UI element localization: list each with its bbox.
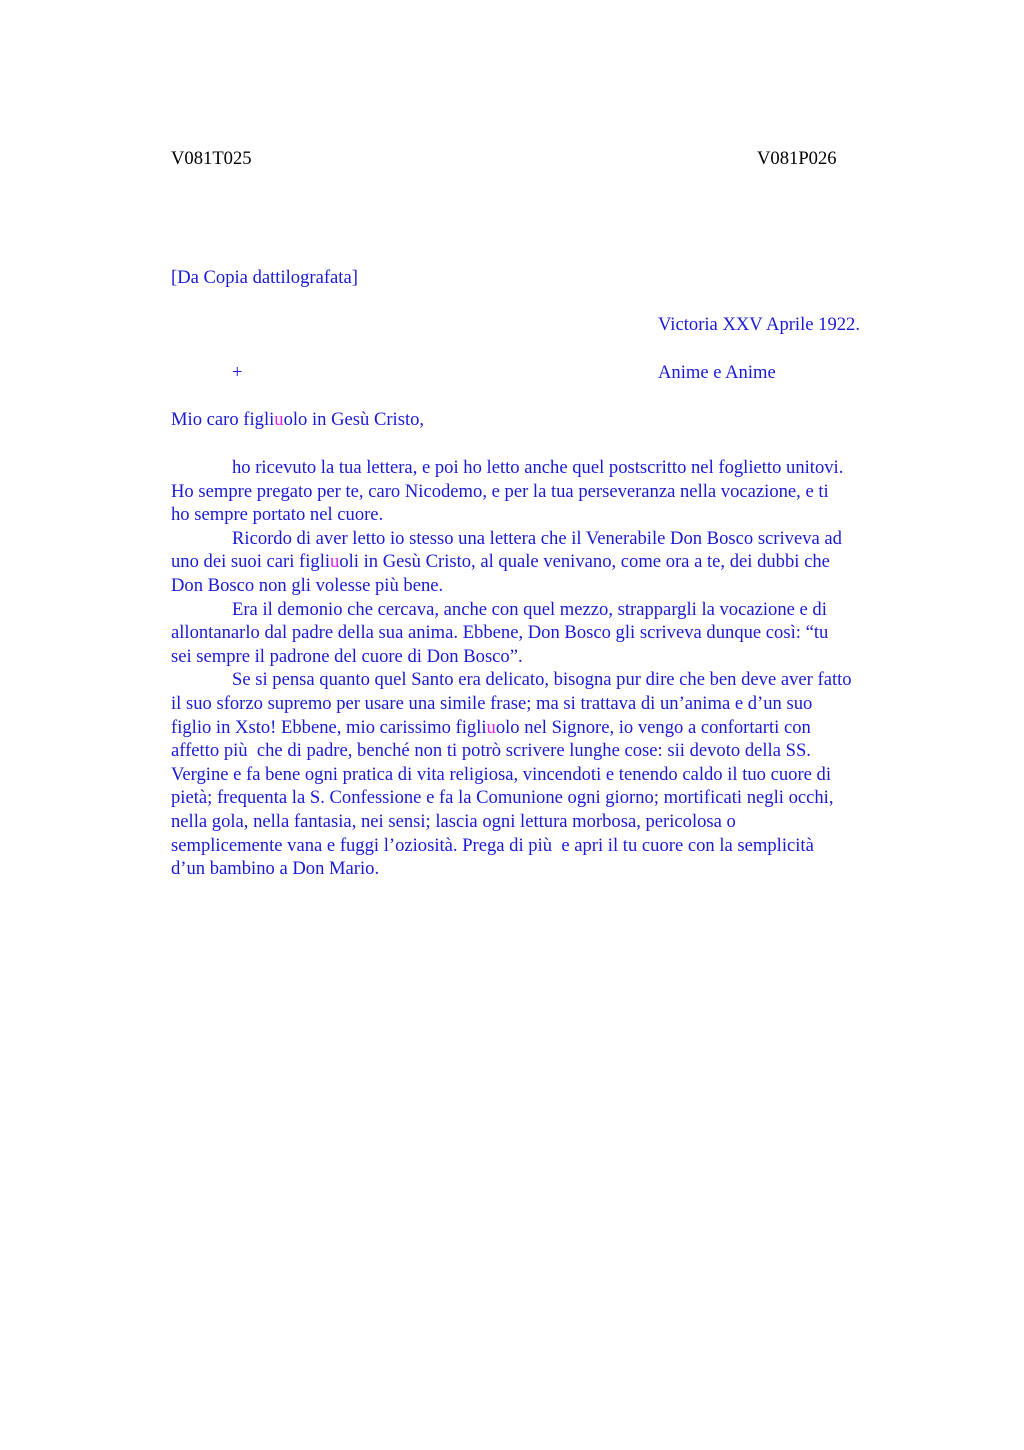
- dateline: Victoria XXV Aprile 1922.: [658, 314, 861, 335]
- body-line: allontanarlo dal padre della sua anima. Ebbene, Don Bosco gli scriveva dunque così: “tu: [171, 622, 829, 644]
- body-line: affetto più che di padre, benché non ti potrò scrivere lunghe cose: sii devoto della SS.: [171, 740, 811, 762]
- source-note: [Da Copia dattilografata]: [171, 267, 358, 288]
- body-line: Don Bosco non gli volesse più bene.: [171, 574, 444, 596]
- body-line: Ho sempre pregato per te, caro Nicodemo, e per la tua perseveranza nella vocazione, e ti: [171, 480, 829, 502]
- letter-body: [171, 456, 931, 881]
- body-line: Vergine e fa bene ogni pratica di vita religiosa, vincendoti e tenendo caldo il tuo cuore di: [171, 763, 832, 785]
- body-line: [171, 716, 931, 740]
- body-line: ho ricevuto la tua lettera, e poi ho letto anche quel postscritto nel foglietto unitovi.: [232, 457, 844, 478]
- highlighted-letter: u: [274, 409, 284, 430]
- body-line: [171, 550, 931, 574]
- highlighted-letter: u: [330, 551, 340, 573]
- body-line-part: olo nel Signore, io vengo a confortarti con: [495, 716, 811, 738]
- cross-mark: +: [232, 362, 243, 383]
- salutation-part: Mio caro figli: [171, 409, 275, 430]
- body-line: Ricordo di aver letto io stesso una lettera che il Venerabile Don Bosco scriveva ad: [232, 527, 842, 549]
- body-line: pietà; frequenta la S. Confessione e fa la Comunione ogni giorno; mortificati negli occhi,: [171, 787, 834, 809]
- body-line-part: figlio in Xsto! Ebbene, mio carissimo figli: [171, 716, 487, 738]
- body-line: il suo sforzo supremo per usare una simile frase; ma si trattava di un’anima e d’un suo: [171, 692, 813, 714]
- body-line: nella gola, nella fantasia, nei sensi; lascia ogni lettura morbosa, pericolosa o: [171, 810, 736, 832]
- body-line: Se si pensa quanto quel Santo era delicato, bisogna pur dire che ben deve aver fatto: [232, 669, 852, 691]
- body-line: semplicemente vana e fuggi l’oziosità. Prega di più e apri il tu cuore con la semplicità: [171, 834, 814, 856]
- highlighted-letter: u: [486, 716, 496, 738]
- body-line: Era il demonio che cercava, anche con quel mezzo, strappargli la vocazione e di: [232, 598, 827, 620]
- body-line: ho sempre portato nel cuore.: [171, 504, 384, 526]
- body-line: sei sempre il padrone del cuore di Don Bosco”.: [171, 645, 523, 667]
- document-code-right: V081P026: [757, 148, 837, 169]
- body-line-part: uno dei suoi cari figli: [171, 551, 331, 573]
- document-code-left: V081T025: [171, 148, 252, 169]
- salutation-part: olo in Gesù Cristo,: [283, 409, 425, 430]
- body-line: d’un bambino a Don Mario.: [171, 858, 380, 880]
- salutation: [171, 408, 424, 432]
- motto: Anime e Anime: [658, 362, 776, 383]
- body-line-part: oli in Gesù Cristo, al quale venivano, come ora a te, dei dubbi che: [339, 551, 830, 573]
